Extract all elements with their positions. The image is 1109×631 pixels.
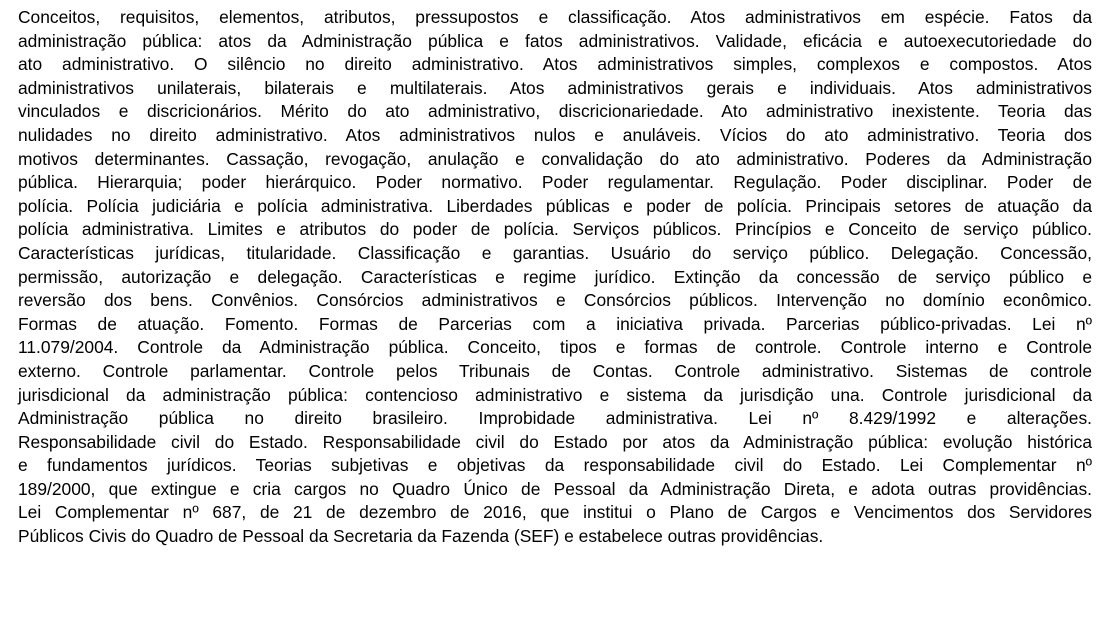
text-line-13: reversão dos bens. Convênios. Consórcios administrativos e Consórcios públicos. Intervenção no domínio econômico.	[18, 290, 1092, 311]
text-line-18: Administração pública no direito brasileiro. Improbidade administrativa. Lei nº 8.429/1992 e alterações.	[18, 408, 1092, 429]
text-line-8: pública. Hierarquia; poder hierárquico. Poder normativo. Poder regulamentar. Regulação. Poder disciplinar. Poder de	[18, 172, 1092, 193]
text-line-20: e fundamentos jurídicos. Teorias subjetivas e objetivas da responsabilidade civil do Estado. Lei Complementar nº	[18, 455, 1092, 476]
text-line-11: Características jurídicas, titularidade. Classificação e garantias. Usuário do serviço público. Delegação. Concessão,	[18, 242, 1092, 263]
text-line-15: 11.079/2004. Controle da Administração pública. Conceito, tipos e formas de controle. Controle interno e Controle	[18, 337, 1092, 358]
text-line-16: externo. Controle parlamentar. Controle pelos Tribunais de Contas. Controle administrativo. Sistemas de controle	[18, 360, 1092, 381]
text-line-9: polícia. Polícia judiciária e polícia administrativa. Liberdades públicas e poder de polícia. Principais setores de atuação da	[18, 195, 1092, 216]
text-line-23: Públicos Civis do Quadro de Pessoal da Secretaria da Fazenda (SEF) e estabelece outras providências.	[18, 526, 824, 547]
text-line-21: 189/2000, que extingue e cria cargos no Quadro Único de Pessoal da Administração Direta, e adota outras providências.	[18, 478, 1092, 499]
text-line-4: administrativos unilaterais, bilaterais e multilaterais. Atos administrativos gerais e individuais. Atos administrativos	[18, 77, 1092, 98]
text-line-1: Conceitos, requisitos, elementos, atributos, pressupostos e classificação. Atos administrativos em espécie. Fatos da	[18, 7, 1092, 27]
text-line-7: motivos determinantes. Cassação, revogação, anulação e convalidação do ato administrativo. Poderes da Administração	[18, 148, 1092, 169]
document-text-block	[18, 6, 1092, 549]
text-line-14: Formas de atuação. Fomento. Formas de Parcerias com a iniciativa privada. Parcerias público-privadas. Lei nº	[18, 313, 1092, 334]
text-line-3: ato administrativo. O silêncio no direito administrativo. Atos administrativos simples, complexos e compostos. Atos	[18, 54, 1092, 75]
text-line-2: administração pública: atos da Administração pública e fatos administrativos. Validade, eficácia e autoexecutoriedade do	[18, 30, 1092, 51]
text-line-12: permissão, autorização e delegação. Características e regime jurídico. Extinção da concessão de serviço público e	[18, 266, 1092, 287]
text-line-19: Responsabilidade civil do Estado. Responsabilidade civil do Estado por atos da Administração pública: evolução histórica	[18, 431, 1092, 452]
text-line-5: vinculados e discricionários. Mérito do ato administrativo, discricionariedade. Ato administrativo inexistente. Teoria das	[18, 101, 1092, 122]
text-line-17: jurisdicional da administração pública: contencioso administrativo e sistema da jurisdição una. Controle jurisdicional da	[18, 384, 1092, 405]
text-line-6: nulidades no direito administrativo. Atos administrativos nulos e anuláveis. Vícios do ato administrativo. Teoria dos	[18, 124, 1092, 145]
text-line-22: Lei Complementar nº 687, de 21 de dezembro de 2016, que institui o Plano de Cargos e Vencimentos dos Servidores	[18, 502, 1092, 523]
text-line-10: polícia administrativa. Limites e atributos do poder de polícia. Serviços públicos. Princípios e Conceito de serviço público.	[18, 219, 1092, 240]
